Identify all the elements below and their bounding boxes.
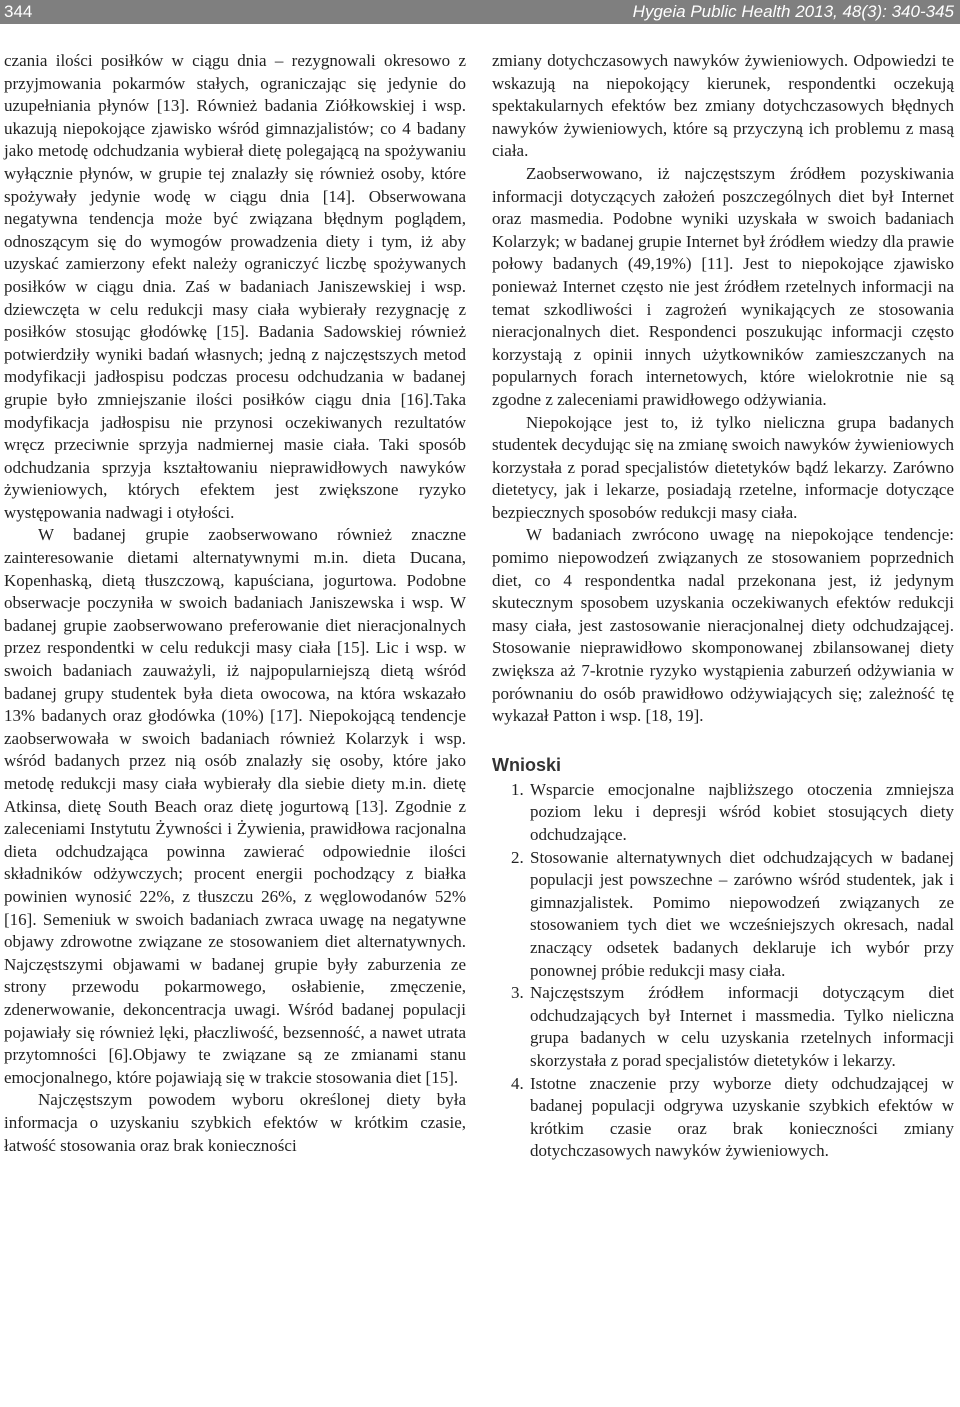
list-item: 3. Najczęstszym źródłem informacji dotyczącym diet odchudzających był Internet i massmedia. Tylko nieliczna grupa badanych w celu uzyskania rzetelnych informacji skorzystała z porad specjalistów dietetyków i lekarzy. [528, 982, 954, 1072]
paragraph: W badanej grupie zaobserwowano również znaczne zainteresowanie dietami alternatywnymi m.in. dieta Ducana, Kopenhaską, dietą tłuszczową, kapuściana, jogurtowa. Podobne obserwacje poczyniła w swoich badaniach Janiszewska i wsp. W badanej grupie zaobserwowano preferowanie diet nieracjonalnych przez respondentki w celu redukcji masy ciała [15]. Lic i wsp. w swoich badaniach zauważyli, iż najpopularniejszą dietą wśród badanej grupy studentek była dieta owocowa, na która wskazało 13% badanych oraz głodówka (10%) [17]. Niepokojącą tendencje zaobserwowała w swoich badaniach również Kolarzyk i wsp. wśród badanych przez nią osób znalazły się osoby, które jako metodę redukcji masy ciała wybierały dla siebie diety m.in. dietę Atkinsa, dietę South Beach oraz dietę jogurtową [13]. Zgodnie z zaleceniami Instytutu Żywności i Żywienia, prawidłowa racjonalna dieta odchudzająca powinna zawierać odpowiednie ilości składników odżywczych; procent energii pochodzący z białka powinien wynosić 22%, z tłuszczu 26%, z węglowodanów 52% [16]. Semeniuk w swoich badaniach zwraca uwagę na negatywne objawy zdrowotne związane ze stosowaniem diet alternatywnych. Najczęstszymi objawami w badanej grupie były zaburzenia ze strony przewodu pokarmowego, osłabienie, zmęczenie, zdenerwowanie, dekoncentracja uwagi. Wśród badanej populacji pojawiały się również lęki, płaczliwość, bezsenność, a nawet utrata przytomności [6].Objawy te związane są ze zmianami stanu emocjonalnego, które pojawiają się w trakcie stosowania diet [15]. [4, 525, 466, 1087]
list-item: 2. Stosowanie alternatywnych diet odchudzających w badanej populacji jest powszechne – zarówno wśród studentek, jak i gimnazjalistek. Pomimo niepowodzeń związanych ze stosowaniem tych diet we wcześniejszych okresach, nadal znaczący odsetek badanych deklaruje ich wybór przy ponownej próbie redukcji masy ciała. [528, 847, 954, 983]
paragraph: Niepokojące jest to, iż tylko nieliczna grupa badanych studentek decydując się na zmianę swoich nawyków żywieniowych korzystała z porad specjalistów dietetyków bądź lekarzy. Zarówno dietetycy, jak i lekarze, posiadają rzetelne, informacje dotyczące bezpiecznych sposobów redukcji masy ciała. [492, 412, 954, 522]
paragraph: Najczęstszym powodem wyboru określonej diety była informacja o uzyskaniu szybkich efektów w krótkim czasie, łatwość stosowania oraz brak konieczności [4, 1090, 466, 1155]
list-item: 1. Wsparcie emocjonalne najbliższego otoczenia zmniejsza poziom leku i depresji wśród kobiet stosujących diety odchudzające. [528, 779, 954, 847]
list-item: 4. Istotne znaczenie przy wyborze diety odchudzającej w badanej populacji odgrywa uzyskanie szybkich efektów w krótkim czasie oraz brak konieczności zmiany dotychczasowych nawyków żywieniowych. [528, 1073, 954, 1163]
right-column [492, 50, 954, 1163]
paragraph: Zaobserwowano, iż najczęstszym źródłem pozyskiwania informacji dotyczących założeń poszczególnych diet był Internet oraz masmedia. Podobne wyniki uzyskała w swoich badaniach Kolarzyk; w badanej grupie Internet był źródłem wiedzy dla prawie połowy badanych (49,19%) [11]. Jest to niepokojące zjawisko ponieważ Internet często nie jest źródłem rzetelnych informacji na temat szkodliwości i zagrożeń wynikających ze stosowania nieracjonalnych diet. Respondenci poszukując informacji często korzystają z opinii innych użytkowników zamieszczanych na popularnych forach internetowych, które wielokrotnie nie są zgodne z zaleceniami prawidłowego odżywiania. [492, 163, 954, 409]
conclusions-list [492, 779, 954, 1163]
paragraph: zmiany dotychczasowych nawyków żywieniowych. Odpowiedzi te wskazują na niepokojący kierunek, respondentki oczekują spektakularnych efektów bez zmiany dotychczasowych błędnych nawyków żywieniowych, które są przyczyną ich problemu z masą ciała. [492, 51, 954, 161]
section-heading: Wnioski [492, 754, 562, 775]
left-column [4, 50, 466, 1157]
journal-citation: Hygeia Public Health 2013, 48(3): 340-345 [632, 2, 954, 21]
page-header [0, 0, 960, 24]
paragraph: czania ilości posiłków w ciągu dnia – rezygnowali okresowo z przyjmowania pokarmów stałych, ograniczając się jedynie do uzupełniania płynów [13]. Również badania Ziółkowskiej i wsp. ukazują niepokojące zjawisko wśród gimnazjalistów; co 4 badany jako metodę odchudzania wybierał dietę polegającą na spożywaniu wyłącznie płynów, w grupie tej znalazły się również osoby, które spożywały jedynie wodę w ciągu dnia [14]. Obserwowana negatywna tendencja może być związana błędnym poglądem, odnoszącym się do wymogów prowadzenia diety i tym, iż aby uzyskać zamierzony efekt należy ograniczyć liczbę spożywanych posiłków w ciągu dnia. Zaś w badaniach Janiszewskiej i wsp. dziewczęta w celu redukcji masy ciała wybierały rezygnację z posiłków stosując głodówkę [15]. Badania Sadowskiej również potwierdziły wyniki badań własnych; jedną z najczęstszych metod modyfikacji jadłospisu podczas procesu odchudzania w badanej grupie było zmniejszanie ilości posiłków ciągu dnia [16].Taka modyfikacja jadłospisu nie przynosi oczekiwanych rezultatów wręcz przeciwnie sprzyja nadmiernej masie ciała. Taki sposób odchudzania sprzyja kształtowaniu nieprawidłowych nawyków żywieniowych, których efektem jest zwiększone ryzyko występowania nadwagi i otyłości. [4, 51, 466, 522]
paragraph: W badaniach zwrócono uwagę na niepokojące tendencje: pomimo niepowodzeń związanych ze stosowaniem poprzednich diet, co 4 respondentka nadal przekonana jest, iż jedynym skutecznym sposobem uzyskania oczekiwanych efektów redukcji masy ciała, jest zastosowanie nieracjonalnej diety odchudzającej. Stosowanie nieprawidłowo skomponowanej zbilansowanej diety zwiększa aż 7-krotnie ryzyko wystąpienia zaburzeń odżywiania w porównaniu do osób prawidłowo odżywiających się; zależność tę wykazał Patton i wsp. [18, 19]. [492, 525, 954, 726]
page-number: 344 [4, 2, 33, 21]
